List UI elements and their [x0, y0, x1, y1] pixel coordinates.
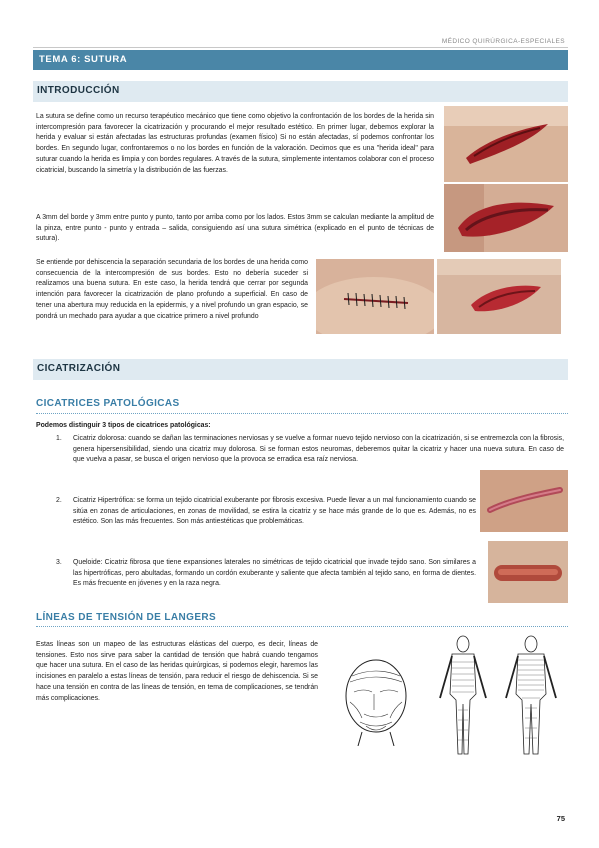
- header-rule: [33, 47, 568, 48]
- langers-paragraph: Estas líneas son un mapeo de las estructuras elásticas del cuerpo, es decir, líneas de tensiones. Esto nos sirve para saber la cantidad de tensión que habrá cuando tengamos que hacer una sutura. En el caso de las heridas quirúrgicas, si podemos elegir, haremos las incisiones en paralelo a estas líneas de tensión, para reducir el riesgo de dehiscencia. Si se hace una tensión en contra de las líneas de tensión, en tema de complicaciones, se tendrán más complicaciones.: [36, 641, 318, 702]
- intro-paragraph-3: Se entiende por dehiscencia la separación secundaria de los bordes de una herida como consecuencia de la intercompresión de sus bordes. Esto no debería suceder si realizamos una buena sutura. En este caso, la herida tendrá que cerrar por segunda intención para favorecer la cicatrización de plano profundo a superficial. En caso de tener una abertura muy reducida en la epidermis, y a nivel profundo un gran espacio, se pondrá un mechado para ayudar a que cicatrice primero a nivel profundo: [36, 259, 308, 320]
- cicatrizacion-section-bar: [33, 359, 568, 380]
- langers-heading: LÍNEAS DE TENSIÓN DE LANGERS: [36, 612, 217, 623]
- langers-face-diagram: [330, 656, 422, 746]
- cicatrizacion-title: CICATRIZACIÓN: [37, 363, 121, 374]
- list-item-number: 2.: [56, 497, 62, 504]
- wound-photo-1: [444, 106, 568, 182]
- pathological-scars-heading: CICATRICES PATOLÓGICAS: [36, 398, 180, 409]
- hypertrophic-scar-photo: [480, 470, 568, 532]
- list-item-text: Cicatriz Hipertrófica: se forma un tejido cicatricial exuberante por fibrosis excesiva. Puede llevar a un mal funcionamiento cuando se sitúa en zonas de articulaciones, en zonas de movilidad, se estira la cicatriz y se hace más grande de lo que es. Además, no es estético. Son las más frecuentes. Son más antiestéticas que problemáticas.: [73, 497, 476, 526]
- dehiscence-photo: [437, 259, 561, 334]
- topic-bar: [33, 50, 568, 70]
- list-item-text: Cicatriz dolorosa: cuando se dañan las terminaciones nerviosas y se vuelve a formar nuevo tejido nervioso con la cicatrización, si se entremezcla con la fibrosis, genera hipersensibilidad, siendo una cicatriz muy dolorosa. Si se forman estos neuromas, deberemos quitar la cicatriz y hacer una nueva sutura. En caso de que vuelva a pasar, se busca el origen nervioso que la provoca se erradica esa raíz nerviosa.: [73, 435, 564, 464]
- langers-body-front-diagram: [430, 634, 496, 758]
- list-item-number: 1.: [56, 435, 62, 442]
- page-number: 75: [556, 814, 565, 823]
- intro-section-bar: [33, 81, 568, 102]
- topic-title: TEMA 6: SUTURA: [39, 54, 128, 65]
- pathological-scars-divider: [36, 413, 568, 414]
- intro-paragraph-1: La sutura se define como un recurso terapéutico mecánico que tiene como objetivo la confrontación de los bordes de la herida sin intercompresión para favorecer la cicatrización y procurando el mejor resultado estético. En primer lugar, debemos explorar la herida y evaluar si están afectadas las estructuras profundas (examen físico) Si no están afectadas, sí podemos confrontar los bordes. En segundo lugar, confrontaremos o no los bordes en función de la valoración. Decimos que es una "herida ideal" para suturar cuando la herida es limpia y con bordes regulares. A través de la sutura, simplemente intentamos colaborar con el proceso cicatricial, buscando la simetría y la distribución de las fuerzas.: [36, 113, 434, 174]
- langers-divider: [36, 626, 568, 627]
- running-head: MÉDICO QUIRÚRGICA-ESPECIALES: [441, 38, 565, 45]
- wound-photo-2: [444, 184, 568, 252]
- list-item-number: 3.: [56, 559, 62, 566]
- intro-title: INTRODUCCIÓN: [37, 85, 120, 96]
- list-item-text: Queloide: Cicatriz fibrosa que tiene expansiones laterales no simétricas de tejido cicatricial que invade tejido sano. Son similares a las hipertróficas, pero abultadas, formando un cordón exuberante y saliente que afecta también al tejido sano, en forma de dientes. Es más frecuente en jóvenes y en la raza negra.: [73, 559, 476, 588]
- sutured-wound-photo: [316, 259, 434, 334]
- keloid-photo: [488, 541, 568, 603]
- langers-body-back-diagram: [498, 634, 564, 758]
- scars-lead-text: Podemos distinguir 3 tipos de cicatrices patológicas:: [36, 422, 211, 429]
- intro-paragraph-2: A 3mm del borde y 3mm entre punto y punto, tanto por arriba como por los lados. Estos 3mm se calculan mediante la amplitud de la pinza, entre punto - punto y entrada – salida, consiguiendo así una sutura simétrica (explicado en el punto de técnicas de sutura).: [36, 214, 434, 243]
